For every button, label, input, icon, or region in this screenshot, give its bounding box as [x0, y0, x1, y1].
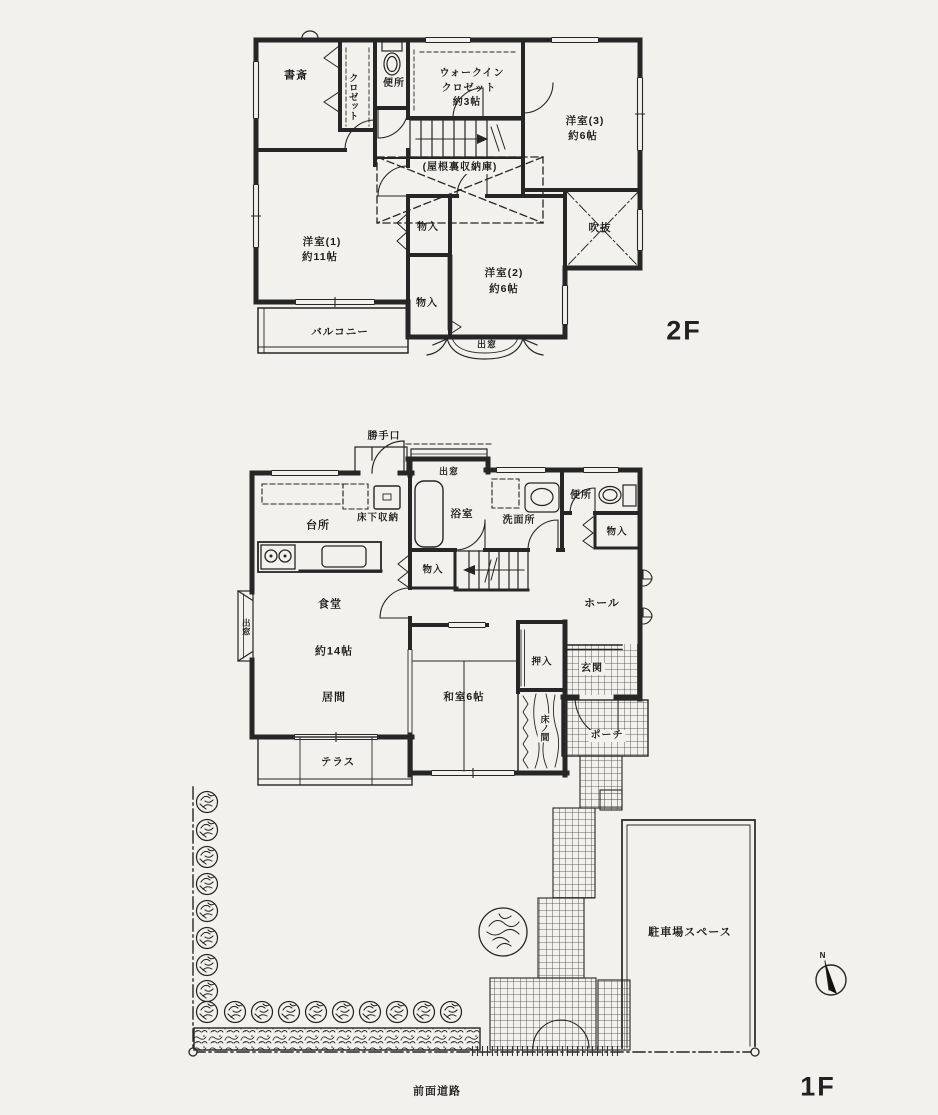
label-storage-2f-upper: 物入 [417, 222, 439, 233]
label-entrance: 玄関 [581, 663, 603, 674]
label-room2-line2: 約6帖 [489, 282, 519, 295]
label-room1-line2: 約11帖 [301, 250, 339, 263]
hall-window-fans [643, 570, 652, 624]
label-balcony: バルコニー [311, 325, 369, 338]
label-baywindow-left: 出窓 [241, 618, 252, 636]
label-storage-2f-lower: 物入 [416, 298, 438, 309]
label-washroom: 洗面所 [502, 515, 536, 526]
label-room2-line1: 洋室(2) [484, 266, 524, 279]
garden-tree [479, 908, 527, 956]
vent-icon [302, 31, 318, 38]
label-dining-size: 約14帖 [314, 645, 354, 658]
label-storage-stairs: 物入 [422, 564, 444, 576]
bathtub-icon [415, 481, 443, 547]
boundary-lines [193, 787, 755, 1052]
storage-door-marks-2f [324, 46, 461, 334]
label-tokonoma: 床ノ間 [539, 714, 550, 742]
toilet-icon-1f [599, 485, 636, 506]
label-toilet-1f: 便所 [570, 490, 592, 501]
label-front-road: 前面道路 [413, 1085, 461, 1098]
shrub-row-left [197, 792, 218, 1023]
label-room3-line1: 洋室(3) [565, 114, 605, 127]
label-closet-2f: クロゼット [346, 73, 358, 121]
stairs-1f [458, 551, 528, 589]
label-kitchen: 台所 [306, 519, 330, 532]
kitchen-cabinets-dashed [262, 484, 368, 509]
label-terrace: テラス [320, 755, 356, 768]
label-toilet-2f: 便所 [383, 78, 405, 89]
label-baywindow-2f: 出窓 [476, 339, 498, 350]
label-room1-line1: 洋室(1) [302, 235, 342, 248]
site-plan [189, 787, 759, 1056]
label-wic-line2: クロゼット [441, 83, 497, 94]
porch-and-path-tiles [490, 700, 648, 1050]
kitchen-counter [258, 542, 381, 572]
label-room3-line2: 約6帖 [568, 129, 598, 142]
label-study: 書斎 [284, 69, 308, 82]
label-underfloor: 床下収納 [356, 512, 400, 524]
label-wic-line3: 約3帖 [452, 97, 482, 108]
floor2-plan [252, 31, 645, 359]
compass-icon [816, 961, 846, 995]
tatami-lines [413, 661, 516, 771]
label-baywindow-top: 出窓 [438, 466, 460, 477]
label-porch: ポーチ [590, 730, 624, 741]
shrub-row-bottom [225, 1002, 462, 1023]
compass-north-label: N [819, 951, 827, 960]
label-backdoor: 勝手口 [367, 431, 401, 442]
floor1-title: 1F [800, 1071, 836, 1102]
label-living: 居間 [322, 691, 346, 704]
hedge-strip [194, 1028, 480, 1050]
label-oshiire: 押入 [531, 656, 553, 668]
label-bathroom: 浴室 [450, 507, 474, 520]
label-japanese-room: 和室6帖 [443, 690, 485, 703]
stairs-2f [410, 120, 523, 157]
road-hatch [470, 1046, 620, 1056]
label-wic-line1: ウォークイン [439, 68, 505, 79]
underfloor-storage-box [374, 486, 400, 509]
label-attic: (屋根裏収納庫) [422, 162, 498, 173]
floor1-plan [238, 441, 652, 1050]
floor2-title: 2F [666, 315, 702, 346]
backdoor-porch [355, 441, 407, 473]
boundary-corner-right [751, 1048, 759, 1056]
basin-icon [525, 483, 559, 512]
label-void: 吹抜 [588, 221, 612, 234]
toilet-icon-2f [382, 42, 402, 75]
label-storage-toilet: 物入 [606, 526, 628, 538]
label-hall: ホール [584, 597, 620, 610]
label-dining: 食堂 [318, 598, 342, 611]
washer-dashed [492, 479, 519, 508]
label-parking: 駐車場スペース [648, 926, 732, 939]
